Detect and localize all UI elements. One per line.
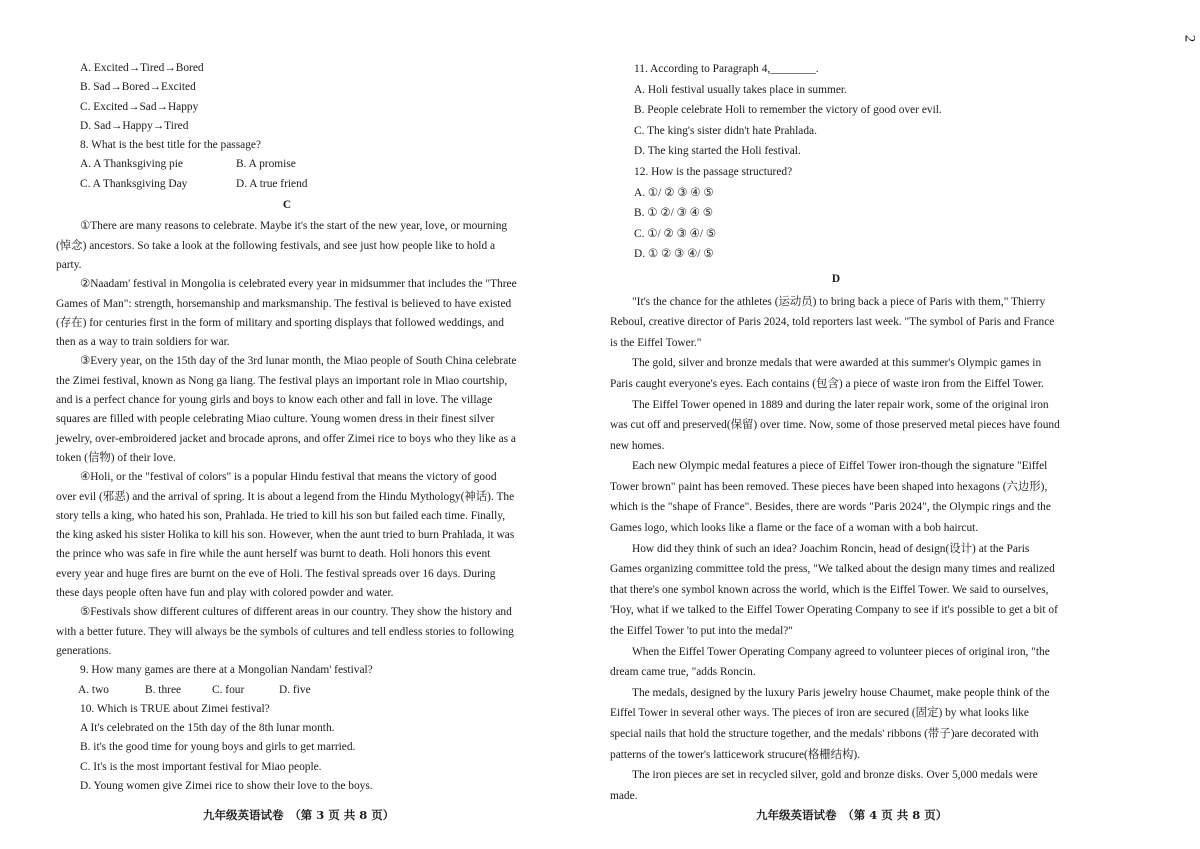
q10-option: C. It's is the most important festival for Miao people. <box>80 760 322 773</box>
q9-option: A. two <box>78 683 110 696</box>
q8-option-c: C. A Thanksgiving Day <box>80 177 188 190</box>
right-page-column <box>610 59 1062 806</box>
passage-d-paragraph-7: The medals, designed by the luxury Paris jewelry house Chaumet, make people think of the Eiffel Tower in several other ways. The pieces of iron are secured (固定) by what looks like special nails that hold the structure together, and the medals' ribbons (带子)are decorated with patterns of the tower's latticework strucure(格栅结构). <box>610 686 1050 761</box>
q8-options-row <box>56 175 518 194</box>
passage-d-paragraph-4: Each new Olympic medal features a piece of Eiffel Tower iron-though the signature "Eiffel Tower brown" paint has been removed. These pieces have been shaped into hexagons (六边形), which is the "shape of France". Besides, there are words "Paris 2024", the Olympic rings and the Games logo, which looks like a flame or the face of a woman with a bob haircut. <box>610 460 1051 535</box>
left-page-footer: 九年级英语试卷 （第 3 页 共 8 页） <box>203 808 395 822</box>
q12-option: A. ①/ ② ③ ④ ⑤ <box>634 186 714 199</box>
question-8: 8. What is the best title for the passage? <box>80 139 262 152</box>
question-10: 10. Which is TRUE about Zimei festival? <box>80 702 270 715</box>
q12-option: C. ①/ ② ③ ④/ ⑤ <box>634 227 717 240</box>
question-11: 11. According to Paragraph 4,________. <box>634 63 819 75</box>
q12-option: B. ① ②/ ③ ④ ⑤ <box>634 207 713 220</box>
passage-c-paragraph-3: ③Every year, on the 15th day of the 3rd lunar month, the Miao people of South China celebrate the Zimei festival, known as Nong ga liang. The festival plays an important role in Miao courtship, and is a perfect chance for young girls and boys to know each other and fall in love. The village squares are filled with people celebrating Miao culture. Young women dress in their finest silver jewelry, over-embroidered jacket and brocade aprons, and offer Zimei rice to boys who they like as a token (信物) of their love. <box>56 355 517 464</box>
q12-option: D. ① ② ③ ④/ ⑤ <box>634 248 714 261</box>
option-line: B. Sad→Bored→Excited <box>80 81 196 94</box>
q9-option: C. four <box>212 683 245 696</box>
q8-option-a: A. A Thanksgiving pie <box>80 158 183 171</box>
passage-d-paragraph-8: The iron pieces are set in recycled silver, gold and bronze disks. Over 5,000 medals were made. <box>610 769 1038 802</box>
option-line: A. Excited→Tired→Bored <box>80 62 204 74</box>
q9-option: D. five <box>279 683 311 696</box>
passage-d-paragraph-6: When the Eiffel Tower Operating Company agreed to volunteer pieces of original iron, "the dream came true, "adds Roncin. <box>610 645 1050 679</box>
passage-c-paragraph-4: ④Holi, or the "festival of colors" is a popular Hindu festival that means the victory of good over evil (邪恶) and the arrival of spring. It is about a legend from the Hindu Mythology(神话). The story tells a king, who hated his son, Prahlada. He tried to kill his son but failed each time. Finally, the king asked his sister Holika to kill his son. However, when the aunt tried to burn Prahlada, it was the prince who was safe in fire while the aunt herself was burnt to death. Holi honors this event every year and huge fires are burnt on the eve of Holi. The festival spreads over 16 days. During these days people often have fun and play with colored powder and water. <box>56 471 515 600</box>
right-page-footer: 九年级英语试卷 （第 4 页 共 8 页） <box>756 808 948 822</box>
q11-option: C. The king's sister didn't hate Prahlada. <box>634 124 817 137</box>
passage-d-paragraph-5: How did they think of such an idea? Joachim Roncin, head of design(设计) at the Paris Games organizing committee told the press, "We talked about the design many times and realized that there's one symbol known across the world, which is the Eiffel Tower. We said to ourselves, 'Hoy, what if we talked to the Eiffel Tower Operating Company to see if it's possible to get a bit of the Eiffel Tower 'to put into the medal?" <box>610 542 1058 638</box>
section-c-heading: C <box>282 199 292 212</box>
option-line: C. Excited→Sad→Happy <box>80 100 199 113</box>
passage-d-paragraph-1: "It's the chance for the athletes (运动员) to bring back a piece of Paris with them," Thierry Reboul, creative director of Paris 2024, told reporters last week. "The symbol of Paris and France is the Eiffel Tower." <box>610 295 1055 349</box>
q10-option: D. Young women give Zimei rice to show their love to the boys. <box>80 779 373 792</box>
q9-option: B. three <box>145 683 182 696</box>
passage-c-paragraph-5: ⑤Festivals show different cultures of different areas in our country. They show the history and with a better future. They will always be the symbols of cultures and tell endless stories to following generations. <box>56 606 514 657</box>
q11-option: B. People celebrate Holi to remember the victory of good over evil. <box>634 104 942 117</box>
q10-option: A It's celebrated on the 15th day of the 8th lunar month. <box>80 722 335 735</box>
passage-c-paragraph-2: ②Naadam' festival in Mongolia is celebrated every year in midsummer that includes the "Three Games of Man": strength, horsemanship and marksmanship. The festival is believed to have existed (存在) for centuries first in the form of military and sporting displays that followed weddings, and then as a way to train soldiers for war. <box>56 278 517 349</box>
q9-options-row <box>56 681 518 700</box>
left-page-column <box>56 59 518 796</box>
q8-option-b: B. A promise <box>236 158 296 171</box>
question-12: 12. How is the passage structured? <box>634 165 793 178</box>
q8-option-d: D. A true friend <box>236 177 308 190</box>
option-line: D. Sad→Happy→Tired <box>80 119 189 132</box>
page-corner-number: 2 <box>1180 34 1197 43</box>
q11-option: A. Holi festival usually takes place in summer. <box>634 83 847 96</box>
section-d-heading: D <box>831 272 841 285</box>
q11-option: D. The king started the Holi festival. <box>634 145 801 158</box>
passage-c-paragraph-1: ①There are many reasons to celebrate. Maybe it's the start of the new year, love, or mourning (悼念) ancestors. So take a look at the following festivals, and see just how people like to hold a party. <box>56 220 508 271</box>
question-9: 9. How many games are there at a Mongolian Nandam' festival? <box>80 664 373 677</box>
q10-option: B. it's the good time for young boys and girls to get married. <box>80 741 356 754</box>
passage-d-paragraph-2: The gold, silver and bronze medals that were awarded at this summer's Olympic games in Paris caught everyone's eyes. Each contains (包含) a piece of waste iron from the Eiffel Tower. <box>610 357 1044 390</box>
passage-d-paragraph-3: The Eiffel Tower opened in 1889 and during the later repair work, some of the original iron was cut off and preserved(保留) over time. Now, some of those preserved metal pieces have found new homes. <box>610 398 1060 452</box>
q8-options-row <box>56 155 518 174</box>
